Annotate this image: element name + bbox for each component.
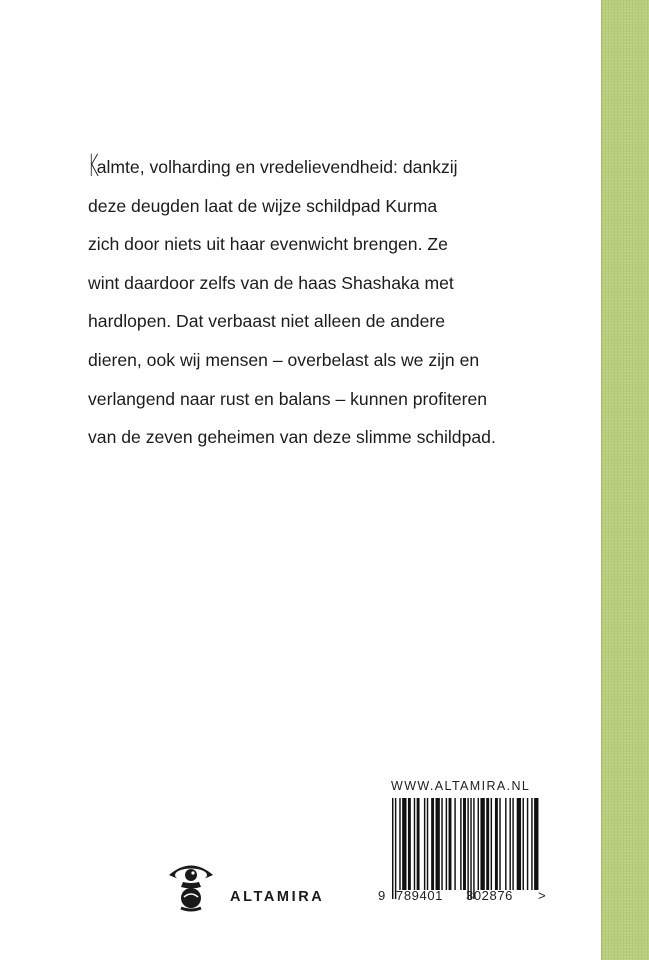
barcode-bar <box>427 798 428 890</box>
barcode-bar <box>460 798 461 890</box>
barcode-bar <box>431 798 434 890</box>
barcode-bar <box>491 798 492 890</box>
barcode-bar <box>449 798 452 890</box>
barcode-bar <box>395 798 396 899</box>
barcode-bar <box>414 798 415 890</box>
publisher-website[interactable]: WWW.ALTAMIRA.NL <box>391 779 531 793</box>
barcode-bar <box>478 798 479 890</box>
blurb-line-5: hardlopen. Dat verbaast niet alleen de andere <box>88 311 446 332</box>
back-cover-blurb <box>88 148 558 457</box>
barcode-bar <box>509 798 510 890</box>
barcode-bars <box>390 798 540 900</box>
barcode-bar <box>523 798 524 890</box>
blurb-line-6: dieren, ook wij mensen – overbelast als we zijn en <box>88 349 480 370</box>
blurb-line-2: deze deugden laat de wijze schildpad Kurma <box>88 195 438 216</box>
isbn-digits <box>378 888 548 904</box>
barcode-bar <box>470 798 471 899</box>
isbn-quiet-zone-mark: > <box>538 888 546 903</box>
blurb-line-1: Kalmte, volharding en vredelievendheid: dankzij <box>88 149 458 184</box>
eye-turtle-icon <box>166 860 216 912</box>
barcode-bar <box>512 798 513 890</box>
barcode-bar <box>534 798 538 890</box>
barcode-bar <box>399 798 400 890</box>
blurb-line-3: zich door niets uit haar evenwicht brengen. Ze <box>88 234 448 255</box>
isbn-group-1: 789401 <box>396 888 443 903</box>
barcode-bar <box>517 798 521 890</box>
barcode-bar <box>486 798 489 890</box>
isbn-barcode <box>390 798 540 900</box>
barcode-bar <box>436 798 440 890</box>
barcode-bar <box>441 798 442 890</box>
barcode-bar <box>499 798 500 890</box>
barcode-bar <box>424 798 425 890</box>
barcode-bar <box>505 798 506 890</box>
barcode-bar <box>531 798 532 890</box>
blurb-line-7: verlangend naar rust en balans – kunnen profiteren <box>88 388 488 409</box>
barcode-bar <box>527 798 528 890</box>
blurb-line-8: van de zeven geheimen van deze slimme schildpad. <box>88 427 496 448</box>
barcode-bar <box>495 798 498 890</box>
barcode-bar <box>473 798 474 899</box>
blurb-line-4: wint daardoor zelfs van de haas Shashaka met <box>88 272 454 293</box>
book-spine-cloth <box>601 0 649 960</box>
barcode-bar <box>408 798 411 890</box>
barcode-bar <box>467 798 468 899</box>
isbn-lead-digit: 9 <box>378 888 386 903</box>
barcode-bar <box>446 798 447 890</box>
publisher-logo-text: ALTAMIRA <box>230 889 325 905</box>
barcode-bar <box>417 798 420 890</box>
isbn-group-2: 302876 <box>466 888 513 903</box>
barcode-bar <box>454 798 455 890</box>
drop-cap: K <box>88 149 99 184</box>
barcode-bar <box>392 798 393 899</box>
barcode-bar <box>480 798 484 890</box>
barcode-bar <box>402 798 406 890</box>
barcode-bar <box>463 798 466 890</box>
